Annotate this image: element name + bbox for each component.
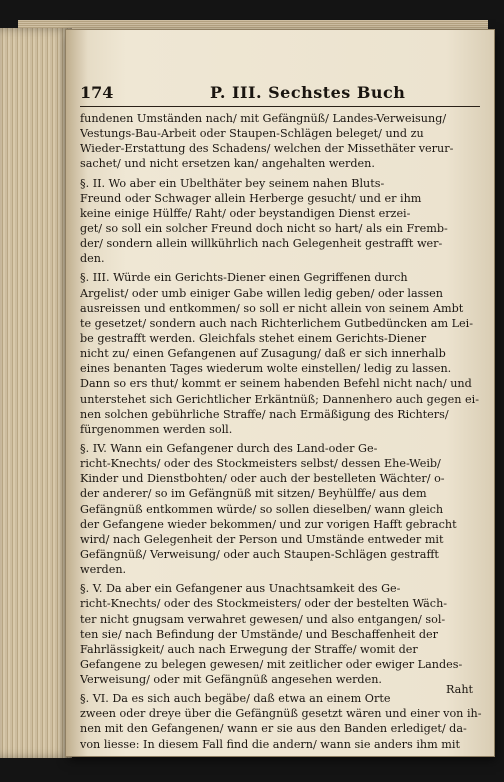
text-line: te gesetzet/ sondern auch nach Richterlichem Gutbedüncken am Lei-: [80, 316, 474, 330]
paragraph: [80, 270, 484, 437]
text-line: nen mit den Gefangenen/ wann er sie aus den Banden erlediget/ da-: [80, 722, 467, 736]
text-line: fundenen Umständen nach/ mit Gefängnüß/ Landes-Verweisung/: [80, 112, 447, 125]
text-line: Gefängnüß/ Verweisung/ oder auch Staupen-Schlägen gestrafft: [80, 547, 439, 561]
text-line: §. IV. Wann ein Gefangener durch des Land-oder Ge-: [80, 441, 378, 455]
text-line: §. V. Da aber ein Gefangener aus Unachtsamkeit des Ge-: [80, 582, 401, 596]
page-header: [80, 83, 480, 105]
text-line: keine einige Hülffe/ Raht/ oder beystandigen Dienst erzei-: [80, 206, 411, 220]
text-line: Vestungs-Bau-Arbeit oder Staupen-Schlägen beleget/ und zu: [80, 127, 424, 141]
text-line: Gefangene zu belegen gewesen/ mit zeitlicher oder ewiger Landes-: [80, 657, 463, 671]
page-number: 174: [80, 83, 114, 102]
text-line: nen solchen gebührliche Straffe/ nach Ermäßigung des Richters/: [80, 407, 449, 421]
text-line: Argelist/ oder umb einiger Gabe willen ledig geben/ oder lassen: [80, 286, 443, 300]
body-text: [80, 111, 484, 752]
text-line: ter nicht gnugsam verwahret gewesen/ und also entgangen/ sol-: [80, 612, 446, 626]
text-line: Wieder-Erstattung des Schadens/ welchen der Missethäter verur-: [80, 142, 454, 156]
catchword: Raht: [446, 683, 474, 696]
text-line: Dann so ers thut/ kommt er seinem habenden Befehl nicht nach/ und: [80, 377, 472, 391]
text-line: den.: [80, 252, 105, 266]
text-line: Kinder und Dienstbohten/ oder auch der bestelleten Wächter/ o-: [80, 472, 445, 486]
text-line: §. II. Wo aber ein Ubelthäter bey seinem nahen Bluts-: [80, 176, 385, 190]
text-line: werden.: [80, 563, 127, 577]
text-line: get/ so soll ein solcher Freund doch nicht so hart/ als ein Fremb-: [80, 221, 448, 235]
text-line: richt-Knechts/ oder des Stockmeisters/ oder der bestelten Wäch-: [80, 597, 448, 611]
text-line: richt-Knechts/ oder des Stockmeisters selbst/ dessen Ehe-Weib/: [80, 457, 441, 471]
text-line: unterstehet sich Gerichtlicher Erkäntnüß; Dannenhero auch gegen ei-: [80, 392, 479, 406]
paragraph: [80, 111, 484, 172]
text-line: wird/ nach Gelegenheit der Person und Umstände entweder mit: [80, 532, 444, 546]
text-line: sachet/ und nicht ersetzen kan/ angehalten werden.: [80, 157, 375, 171]
paragraph: [80, 441, 484, 577]
text-line: der/ sondern allein willkührlich nach Gelegenheit gestrafft wer-: [80, 237, 443, 251]
text-line: ausreissen und entkommen/ so soll er nicht allein von seinem Ambt: [80, 301, 464, 315]
text-line: der Gefangene wieder bekommen/ und zur vorigen Hafft gebracht: [80, 517, 457, 531]
text-line: der anderer/ so im Gefängnüß mit sitzen/ Beyhülffe/ aus dem: [80, 487, 427, 501]
paragraph: [80, 581, 484, 687]
running-title: P. III. Sechstes Buch: [210, 83, 406, 102]
text-line: eines benanten Tages wiederum wolte einstellen/ ledig zu lassen.: [80, 362, 452, 376]
text-line: ten sie/ nach Befindung der Umstände/ und Beschaffenheit der: [80, 627, 438, 641]
text-line: §. III. Würde ein Gerichts-Diener einen Gegriffenen durch: [80, 271, 408, 285]
text-line: nicht zu/ einen Gefangenen auf Zusagung/ daß er sich innerhalb: [80, 347, 446, 361]
paragraph: [80, 176, 484, 267]
header-rule: [80, 106, 480, 107]
text-line: fürgenommen werden soll.: [80, 422, 233, 436]
text-line: §. VI. Da es sich auch begäbe/ daß etwa an einem Orte: [80, 692, 391, 706]
text-line: von liesse: In diesem Fall find die andern/ wann sie anders ihm mit: [80, 737, 460, 751]
text-line: Freund oder Schwager allein Herberge gesucht/ und er ihm: [80, 191, 422, 205]
text-line: Verweisung/ oder mit Gefängnüß angesehen werden.: [80, 673, 382, 687]
paragraph: [80, 691, 484, 752]
page-stack-edge: [0, 28, 72, 758]
text-line: Fahrlässigkeit/ auch nach Erwegung der Straffe/ womit der: [80, 642, 418, 656]
text-line: zween oder dreye über die Gefängnüß gesetzt wären und einer von ih-: [80, 707, 482, 721]
text-line: be gestrafft werden. Gleichfals stehet einem Gerichts-Diener: [80, 331, 427, 345]
text-line: Gefängnüß entkommen würde/ so sollen dieselben/ wann gleich: [80, 502, 444, 516]
